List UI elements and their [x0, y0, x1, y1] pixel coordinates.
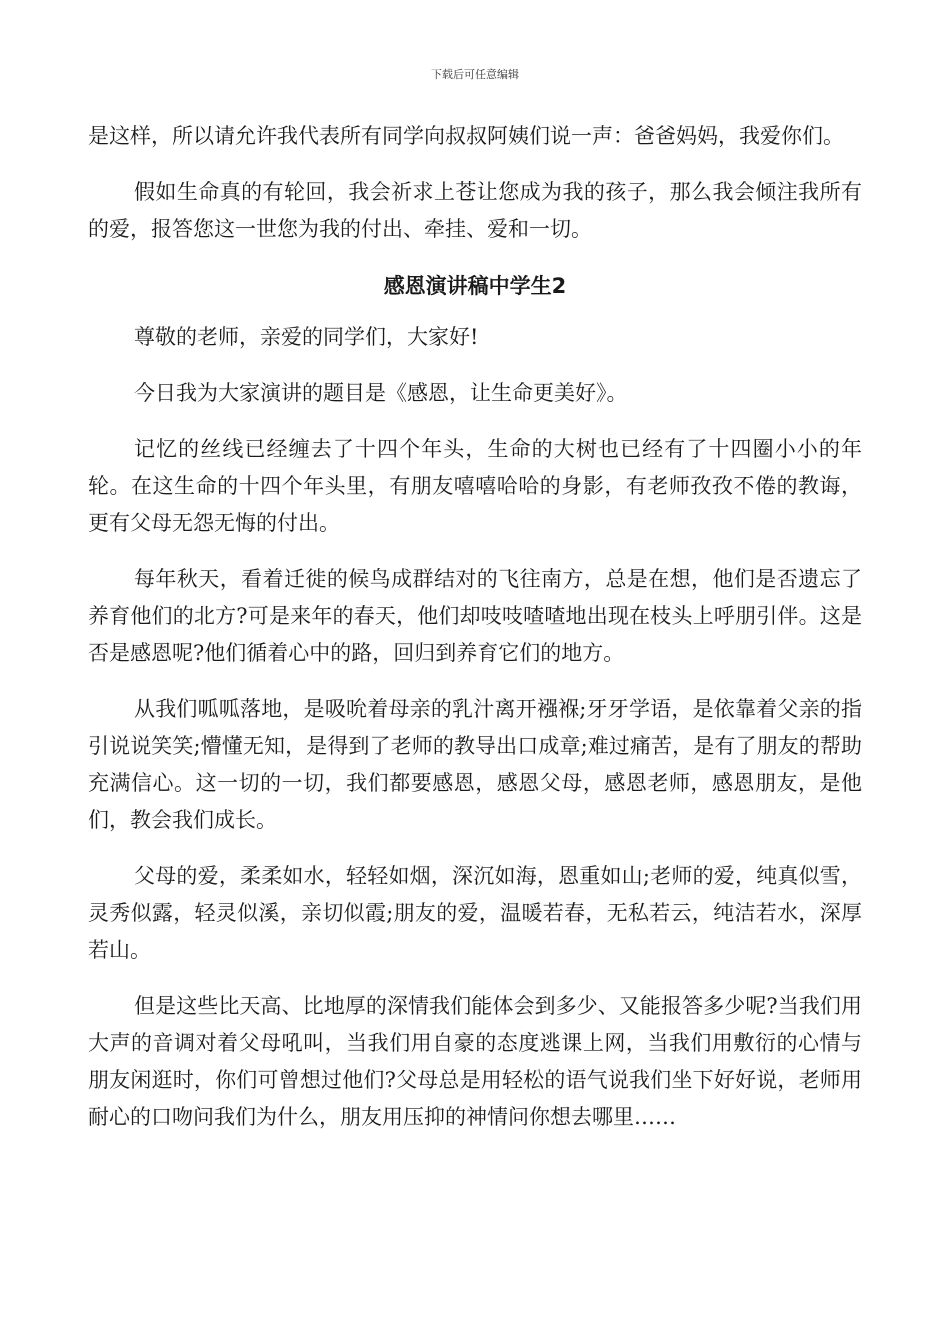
- section-title: 感恩演讲稿中学生2: [383, 274, 567, 298]
- paragraph-love: 父母的爱，柔柔如水，轻轻如烟，深沉如海，恩重如山;老师的爱，纯真似雪，灵秀似露，轻灵似溪，亲切似霞;朋友的爱，温暖若春，无私若云，纯洁若水，深厚若山。: [88, 864, 862, 962]
- paragraph-growth: 从我们呱呱落地，是吸吮着母亲的乳汁离开襁褓;牙牙学语，是依靠着父亲的指引说说笑笑;懵懂无知，是得到了老师的教导出口成章;难过痛苦，是有了朋友的帮助充满信心。这一切的一切，我们都要感恩，感恩父母，感恩老师，感恩朋友，是他们，教会我们成长。: [88, 697, 862, 832]
- paragraph-reflection: 但是这些比天高、比地厚的深情我们能体会到多少、又能报答多少呢?当我们用大声的音调对着父母吼叫，当我们用自豪的态度逃课上网，当我们用敷衍的心情与朋友闲逛时，你们可曾想过他们?父母总是用轻松的语气说我们坐下好好说，老师用耐心的口吻问我们为什么，朋友用压抑的神情问你想去哪里……: [88, 994, 862, 1129]
- paragraph-greeting: 尊敬的老师，亲爱的同学们，大家好!: [134, 325, 479, 349]
- document-body: [88, 118, 862, 1136]
- paragraph-intro-1: 是这样，所以请允许我代表所有同学向叔叔阿姨们说一声：爸爸妈妈，我爱你们。: [88, 124, 844, 148]
- paragraph-intro-2: 假如生命真的有轮回，我会祈求上苍让您成为我的孩子，那么我会倾注我所有的爱，报答您这一世您为我的付出、牵挂、爱和一切。: [88, 180, 862, 241]
- paragraph-birds: 每年秋天，看着迁徙的候鸟成群结对的飞往南方，总是在想，他们是否遗忘了养育他们的北方?可是来年的春天，他们却吱吱喳喳地出现在枝头上呼朋引伴。这是否是感恩呢?他们循着心中的路，回归到养育它们的地方。: [88, 567, 862, 665]
- paragraph-memory: 记忆的丝线已经缠去了十四个年头，生命的大树也已经有了十四圈小小的年轮。在这生命的十四个年头里，有朋友嘻嘻哈哈的身影，有老师孜孜不倦的教诲，更有父母无怨无悔的付出。: [88, 437, 862, 535]
- header-note: 下载后可任意编辑: [431, 68, 519, 81]
- paragraph-topic: 今日我为大家演讲的题目是《感恩，让生命更美好》。: [134, 381, 628, 405]
